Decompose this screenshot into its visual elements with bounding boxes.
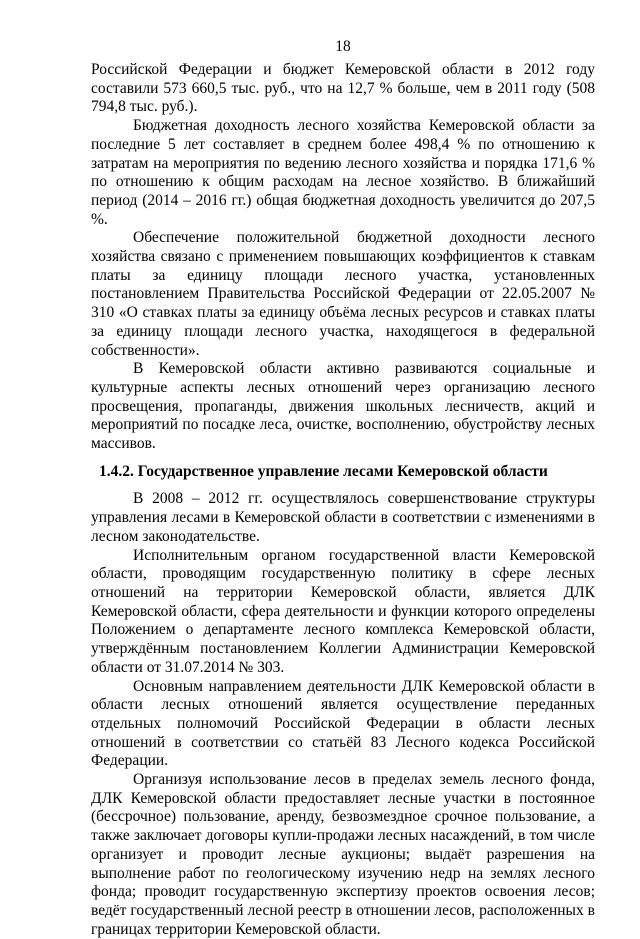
paragraph-executive-body: Исполнительным органом государственной власти Кемеровской области, проводящим государственную политику в сфере лесных отношений на территории Кемеровской области, является ДЛК Кемеровской области, сфера деятельности и функции которого определены Положением о департаменте лесного комплекса Кемеровской области, утверждённым постановлением Коллегии Администрации Кемеровской области от 31.07.2014 № 303. [91, 546, 595, 676]
paragraph-budget-profitability: Бюджетная доходность лесного хозяйства Кемеровской области за последние 5 лет составляет в среднем более 498,4 % по отношению к затратам на мероприятия по ведению лесного хозяйства и порядка 171,6 % по отношению к общим расходам на лесное хозяйство. В ближайший период (2014 – 2016 гг.) общая бюджетная доходность увеличится до 207,5 %. [91, 117, 595, 228]
paragraph-social-cultural-aspects: В Кемеровской области активно развиваются социальные и культурные аспекты лесных отношений через организацию лесного просвещения, пропаганды, движения школьных лесничеств, акций и мероприятий по посадке леса, очистке, восполнению, обустройству лесных массивов. [91, 360, 595, 453]
page-number: 18 [335, 38, 351, 55]
paragraph-main-direction: Основным направлением деятельности ДЛК Кемеровской области в области лесных отношений является осуществление переданных отдельных полномочий Российской Федерации в области лесных отношений в соответствии со статьёй 83 Лесного кодекса Российской Федерации. [91, 677, 595, 770]
paragraph-forest-use-organization: Организуя использование лесов в пределах земель лесного фонда, ДЛК Кемеровской области предоставляет лесные участки в постоянное (бессрочное) пользование, аренду, безвозмездное срочное пользование, а также заключает договоры купли-продажи лесных насаждений, в том числе организует и проводит лесные аукционы; выдаёт разрешения на выполнение работ по геологическому изучению недр на землях лесного фонда; проводит государственную экспертизу проектов освоения лесов; ведёт государственный лесной реестр в отношении лесов, расположенных в границах территории Кемеровской области. [91, 771, 595, 938]
section-heading: 1.4.2. Государственное управление лесами Кемеровской области [99, 462, 548, 480]
paragraph-positive-profitability: Обеспечение положительной бюджетной доходности лесного хозяйства связано с применением повышающих коэффициентов к ставкам платы за единицу площади лесного участка, установленных постановлением Правительства Российской Федерации от 22.05.2007 № 310 «О ставках платы за единицу объёма лесных ресурсов и ставках платы за единицу площади лесного участка, находящегося в федеральной собственности». [91, 229, 595, 359]
document-page [91, 38, 595, 939]
paragraph-budget-revenue-2012: Российской Федерации и бюджет Кемеровской области в 2012 году составили 573 660,5 тыс. руб., что на 12,7 % больше, чем в 2011 году (508 794,8 тыс. руб.). [91, 61, 595, 116]
paragraph-management-structure: В 2008 – 2012 гг. осуществлялось совершенствование структуры управления лесами в Кемеровской области в соответствии с изменениями в лесном законодательстве. [91, 490, 595, 545]
